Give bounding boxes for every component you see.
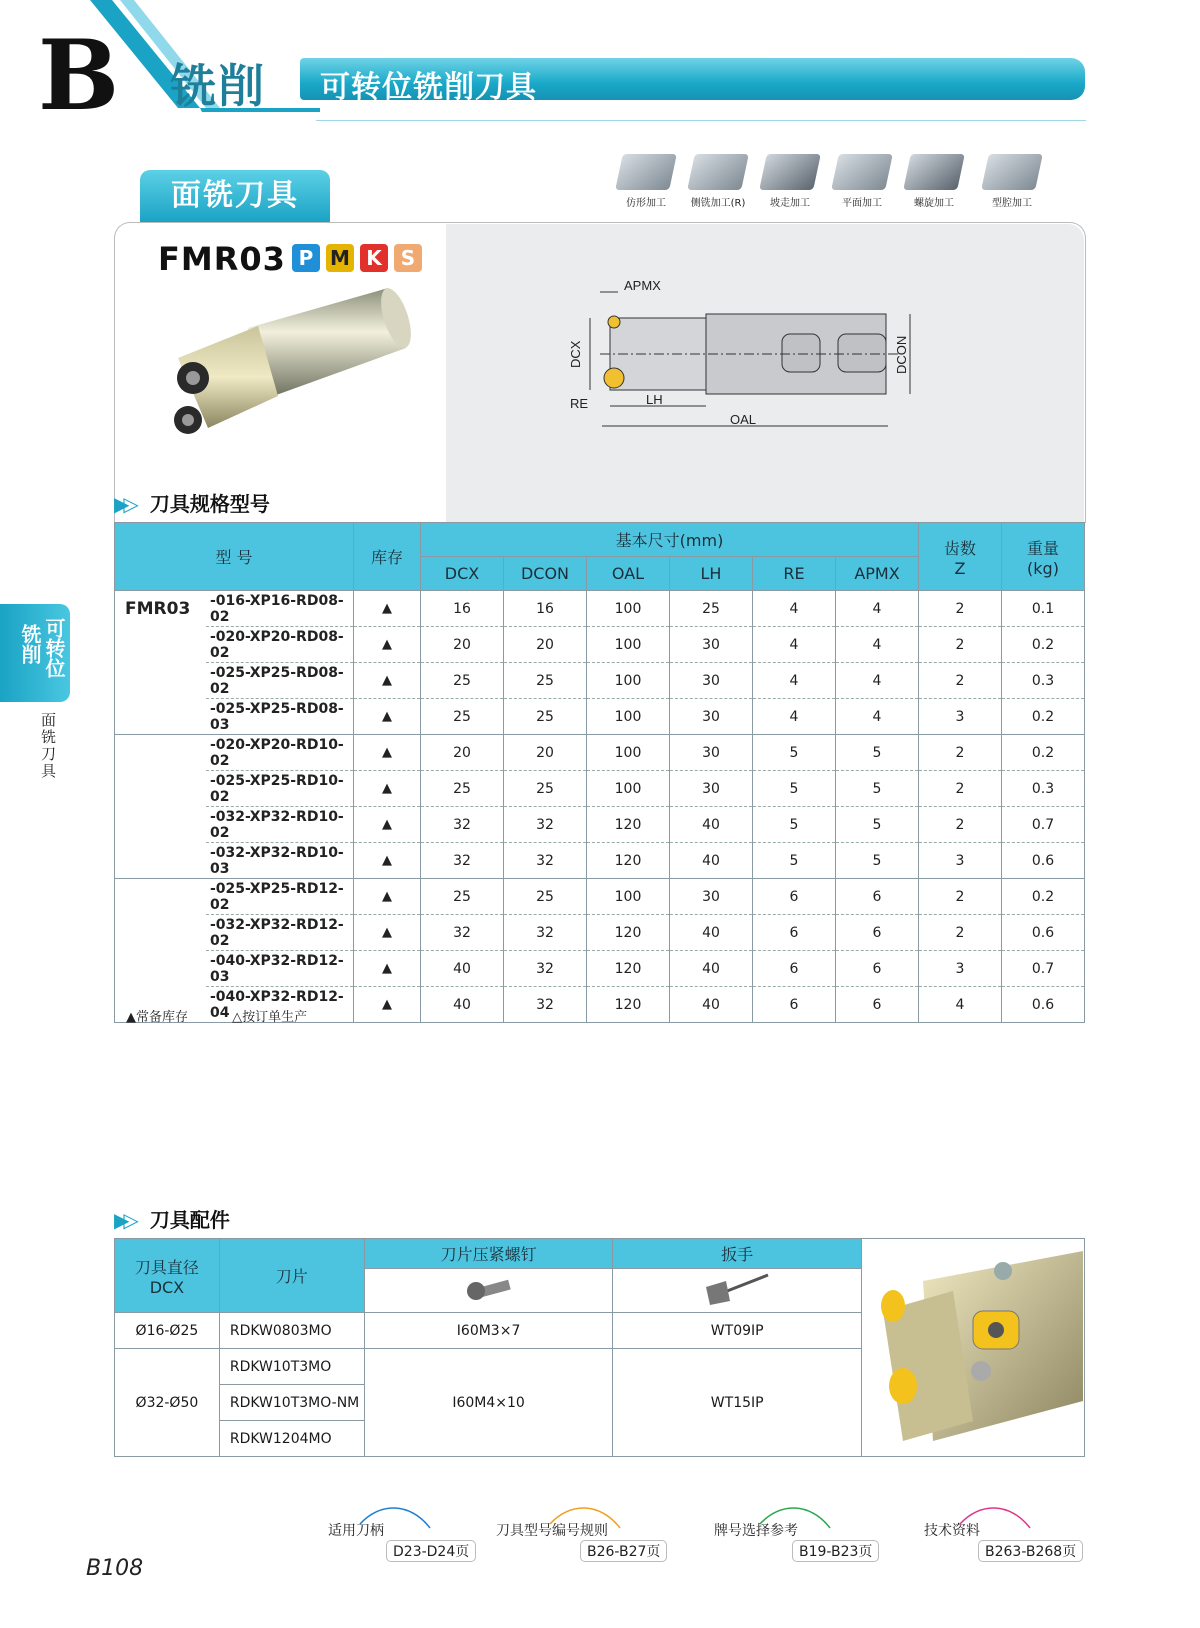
helical-icon	[903, 154, 965, 190]
header-re: RE	[753, 557, 836, 591]
label-lh: LH	[646, 392, 663, 407]
op-face-milling: 平面加工	[826, 150, 898, 209]
label-apmx: APMX	[624, 278, 661, 293]
acc-row: Ø16-Ø25 RDKW0803MO I60M3×7 WT09IP	[115, 1313, 1085, 1349]
header-dcx: DCX	[421, 557, 504, 591]
op-pocketing: 型腔加工	[976, 150, 1048, 209]
acc-header-dcx: 刀具直径 DCX	[115, 1239, 220, 1313]
page-number: B108	[86, 1556, 144, 1581]
op-ramping: 坡走加工	[754, 150, 826, 209]
acc-header-screw: 刀片压紧螺钉	[364, 1239, 613, 1269]
category-title: 铣削	[170, 59, 266, 113]
wrench-icon-cell	[613, 1269, 862, 1313]
header-rule	[316, 120, 1086, 121]
footer-link-label: 牌号选择参考	[714, 1523, 798, 1539]
section-letter: B	[38, 19, 120, 132]
footer-link-pages[interactable]: B263-B268页	[978, 1540, 1083, 1562]
subsection-tab: 面铣刀具	[140, 170, 330, 222]
double-arrow-icon: ▶▷	[114, 1208, 133, 1232]
spec-table	[114, 522, 1085, 1023]
label-dcon: DCON	[894, 335, 909, 374]
footer-link-label: 适用刀柄	[328, 1523, 384, 1539]
side-section-tab[interactable]: 铣削 可转位	[0, 604, 70, 702]
screw-icon	[464, 1274, 514, 1304]
header-oal: OAL	[587, 557, 670, 591]
label-re: RE	[570, 396, 589, 411]
table-row: -025-XP25-RD12-02 ▲ 25 25 100 30 6 6 2 0.2	[115, 879, 1085, 915]
table-row: -020-XP20-RD10-02 ▲ 20 20 100 30 5 5 2 0.2	[115, 735, 1085, 771]
page-title: 可转位铣削刀具	[320, 70, 537, 105]
side-milling-icon	[687, 154, 749, 190]
screw-icon-cell	[364, 1269, 613, 1313]
op-profiling: 仿形加工	[610, 150, 682, 209]
header-model: 型 号	[115, 523, 354, 591]
label-oal: OAL	[730, 412, 757, 427]
operation-icons	[610, 150, 1100, 220]
material-badge-k: K	[360, 244, 388, 272]
header-lh: LH	[670, 557, 753, 591]
profiling-icon	[615, 154, 677, 190]
table-row: FMR03 -016-XP16-RD08-02 ▲ 16 16 100 25 4 4 2 0.1	[115, 591, 1085, 627]
table-row: -025-XP25-RD10-02 ▲ 25 25 100 30 5 5 2 0.3	[115, 771, 1085, 807]
op-side-milling: 侧铣加工(R)	[682, 150, 754, 209]
acc-header-wrench: 扳手	[613, 1239, 862, 1269]
table-row: -032-XP32-RD10-03 ▲ 32 32 120 40 5 5 3 0.6	[115, 843, 1085, 879]
table-row: -025-XP25-RD08-02 ▲ 25 25 100 30 4 4 2 0.3	[115, 663, 1085, 699]
acc-section-heading: ▶▷ 刀具配件	[114, 1208, 230, 1232]
footer-link-pages[interactable]: B19-B23页	[792, 1540, 879, 1562]
table-row: -032-XP32-RD12-02 ▲ 32 32 120 40 6 6 2 0.6	[115, 915, 1085, 951]
pocketing-icon	[981, 154, 1043, 190]
side-subsection-label: 面铣刀具	[39, 712, 57, 780]
table-row: -020-XP20-RD08-02 ▲ 20 20 100 30 4 4 2 0.2	[115, 627, 1085, 663]
header-apmx: APMX	[836, 557, 919, 591]
double-arrow-icon: ▶▷	[114, 492, 133, 516]
tool-photo	[138, 288, 418, 458]
face-milling-icon	[831, 154, 893, 190]
footer-link-label: 刀具型号编号规则	[496, 1523, 608, 1539]
milling-head-photo	[863, 1251, 1083, 1441]
table-row: -040-XP32-RD12-04 ▲ 40 32 120 40 6 6 4 0.6	[115, 987, 1085, 1023]
header-basic-dims: 基本尺寸(mm)	[421, 523, 919, 557]
acc-row: Ø32-Ø50 RDKW10T3MO I60M4×10 WT15IP	[115, 1349, 1085, 1385]
product-name: FMR03	[158, 240, 286, 278]
acc-header-insert: 刀片	[219, 1239, 364, 1313]
spec-section-heading: ▶▷ 刀具规格型号	[114, 492, 270, 516]
material-badge-m: M	[326, 244, 354, 272]
header-dcon: DCON	[504, 557, 587, 591]
footer-link-pages[interactable]: D23-D24页	[386, 1540, 476, 1562]
accessory-table	[114, 1238, 1085, 1457]
acc-row: RDKW1204MO	[115, 1421, 1085, 1457]
dimension-drawing	[570, 278, 930, 448]
table-row: -032-XP32-RD10-02 ▲ 32 32 120 40 5 5 2 0.7	[115, 807, 1085, 843]
header-weight: 重量 (kg)	[1002, 523, 1085, 591]
acc-row: RDKW10T3MO-NM	[115, 1385, 1085, 1421]
table-row: -040-XP32-RD12-03 ▲ 40 32 120 40 6 6 3 0.7	[115, 951, 1085, 987]
footer-link-label: 技术资料	[924, 1523, 980, 1539]
stock-legend: ▲常备库存 △按订单生产	[126, 1010, 308, 1025]
footer-link-pages[interactable]: B26-B27页	[580, 1540, 667, 1562]
ramping-icon	[759, 154, 821, 190]
header-stock: 库存	[354, 523, 421, 591]
footer-curved-arrows	[350, 1500, 1070, 1540]
header-teeth: 齿数 Z	[919, 523, 1002, 591]
op-helical: 螺旋加工	[898, 150, 970, 209]
wrench-icon	[702, 1271, 772, 1307]
table-row: -025-XP25-RD08-03 ▲ 25 25 100 30 4 4 3 0.2	[115, 699, 1085, 735]
material-badge-p: P	[292, 244, 320, 272]
insert-photo-cell	[862, 1239, 1085, 1457]
material-badge-s: S	[394, 244, 422, 272]
label-dcx: DCX	[568, 340, 583, 368]
